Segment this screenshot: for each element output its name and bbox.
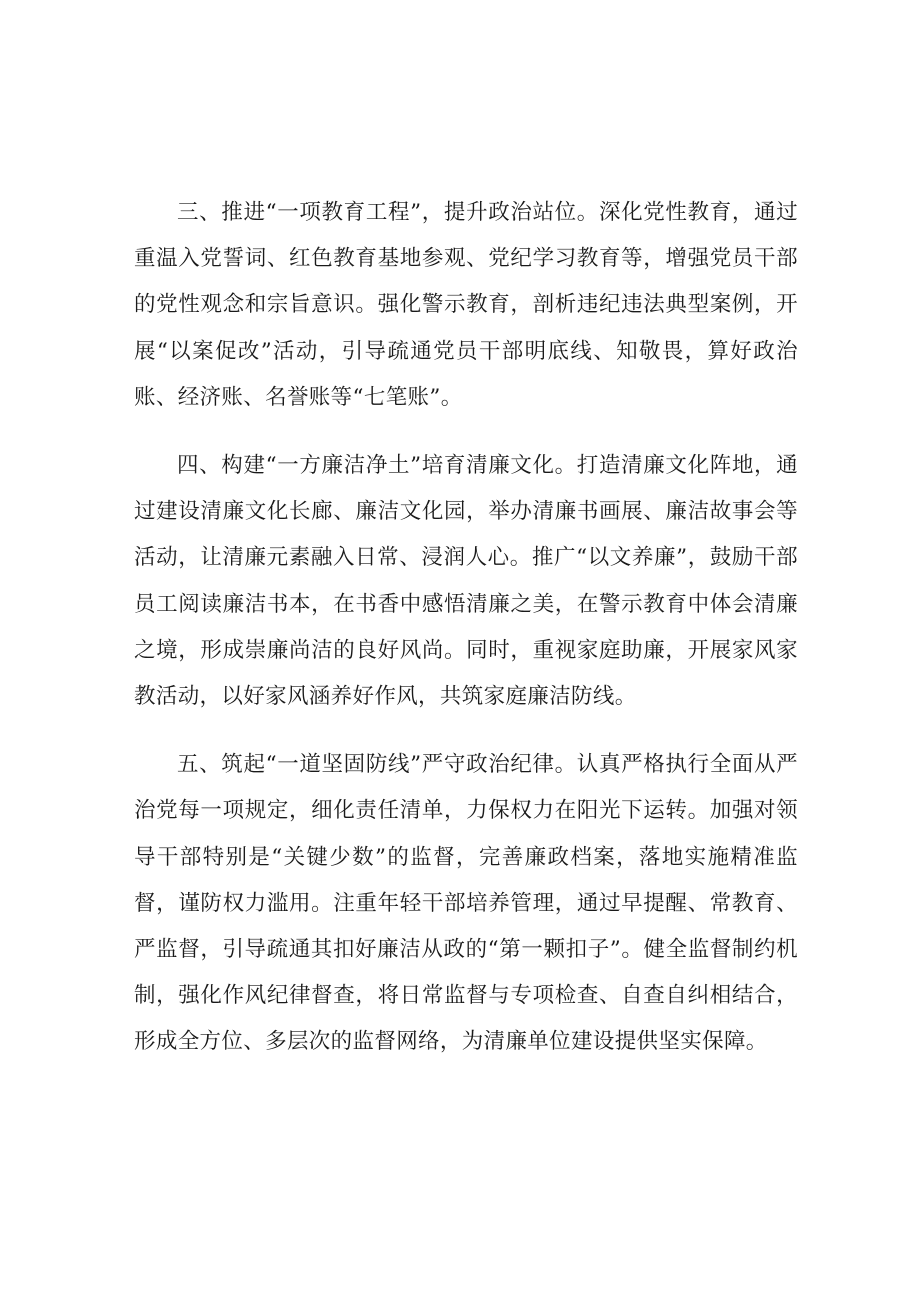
paragraph-three: 三、推进“一项教育工程”，提升政治站位。深化党性教育，通过重温入党誓词、红色教育基地参观、党纪学习教育等，增强党员干部的党性观念和宗旨意识。强化警示教育，剖析违纪违法典型案例，开展“以案促改”活动，引导疏通党员干部明底线、知敬畏，算好政治账、经济账、名誉账等“七笔账”。 xyxy=(134,200,798,410)
paragraph-five: 五、筑起“一道坚固防线”严守政治纪律。认真严格执行全面从严治党每一项规定，细化责任清单，力保权力在阳光下运转。加强对领导干部特别是“关键少数”的监督，完善廉政档案，落地实施精准监督，谨防权力滥用。注重年轻干部培养管理，通过早提醒、常教育、严监督，引导疏通其扣好廉洁从政的“第一颗扣子”。健全监督制约机制，强化作风纪律督查，将日常监督与专项检查、自查自纠相结合，形成全方位、多层次的监督网络，为清廉单位建设提供坚实保障。 xyxy=(134,752,798,1055)
paragraph-four: 四、构建“一方廉洁净土”培育清廉文化。打造清廉文化阵地，通过建设清廉文化长廊、廉洁文化园，举办清廉书画展、廉洁故事会等活动，让清廉元素融入日常、浸润人心。推广“以文养廉”，鼓励干部员工阅读廉洁书本，在书香中感悟清廉之美，在警示教育中体会清廉之境，形成崇廉尚洁的良好风尚。同时，重视家庭助廉，开展家风家教活动，以好家风涵养好作风，共筑家庭廉洁防线。 xyxy=(134,453,798,710)
document-body xyxy=(134,190,798,1088)
